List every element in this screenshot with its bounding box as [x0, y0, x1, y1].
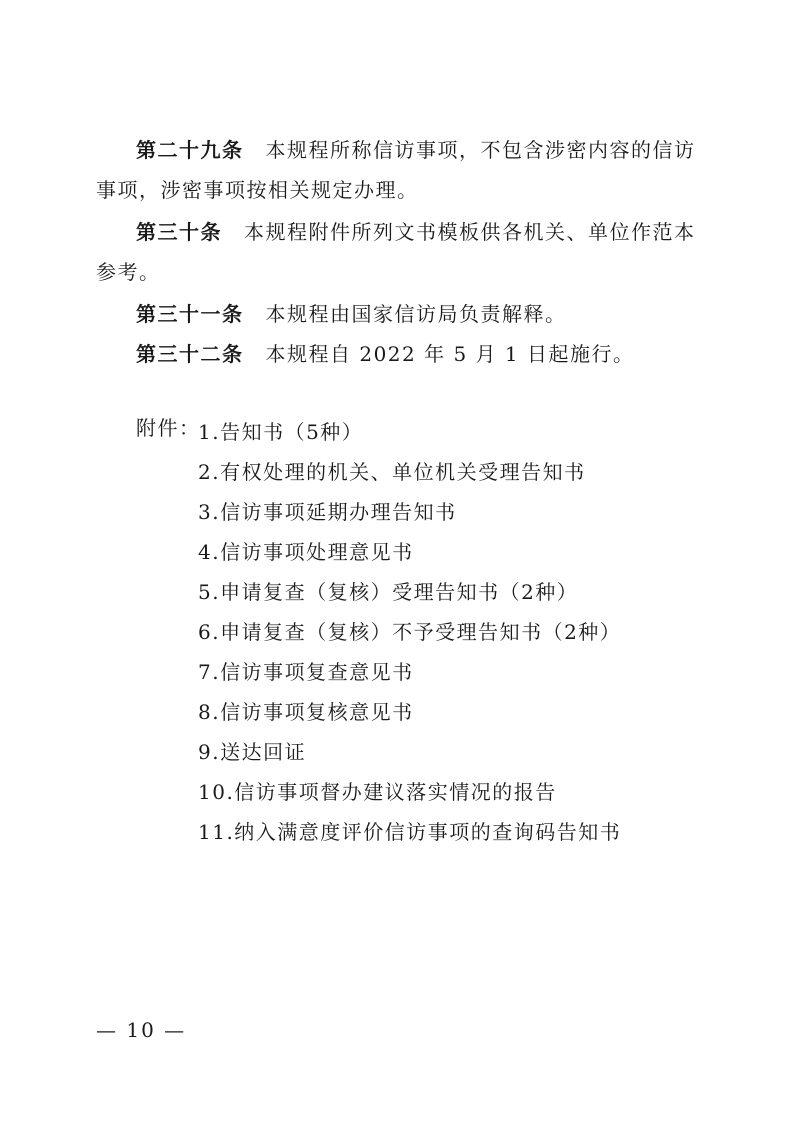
article-heading: 第三十二条 — [136, 342, 244, 366]
article-30 — [96, 212, 696, 292]
page-number: — 10 — — [96, 1018, 187, 1042]
article-text: 本规程由国家信访局负责解释。 — [265, 302, 567, 326]
article-heading: 第二十九条 — [136, 138, 244, 162]
attachment-item: 10.信访事项督办建议落实情况的报告 — [198, 780, 557, 804]
attachments-label: 附件： — [136, 416, 201, 440]
attachment-item: 3.信访事项延期办理告知书 — [198, 500, 457, 524]
attachment-item: 7.信访事项复查意见书 — [198, 660, 414, 684]
article-text: 本规程所称信访事项，不包含涉密内容的信访事项，涉密事项按相关规定办理。 — [96, 138, 696, 202]
article-31 — [96, 294, 696, 334]
attachment-item: 8.信访事项复核意见书 — [198, 700, 414, 724]
attachment-item: 11.纳入满意度评价信访事项的查询码告知书 — [198, 820, 622, 844]
article-text: 本规程自 2022 年 5 月 1 日起施行。 — [265, 342, 635, 366]
article-text: 本规程附件所列文书模板供各机关、单位作范本参考。 — [96, 220, 696, 284]
attachment-item: 6.申请复查（复核）不予受理告知书（2种） — [198, 620, 622, 644]
attachment-item: 1.告知书（5种） — [198, 420, 364, 444]
article-heading: 第三十一条 — [136, 302, 244, 326]
attachment-item: 9.送达回证 — [198, 740, 307, 764]
article-29 — [96, 130, 696, 210]
attachment-item: 2.有权处理的机关、单位机关受理告知书 — [198, 460, 586, 484]
attachment-item: 5.申请复查（复核）受理告知书（2种） — [198, 580, 579, 604]
attachment-item: 4.信访事项处理意见书 — [198, 540, 414, 564]
attachments-list — [198, 412, 718, 852]
article-32 — [96, 334, 696, 374]
article-heading: 第三十条 — [136, 220, 222, 244]
